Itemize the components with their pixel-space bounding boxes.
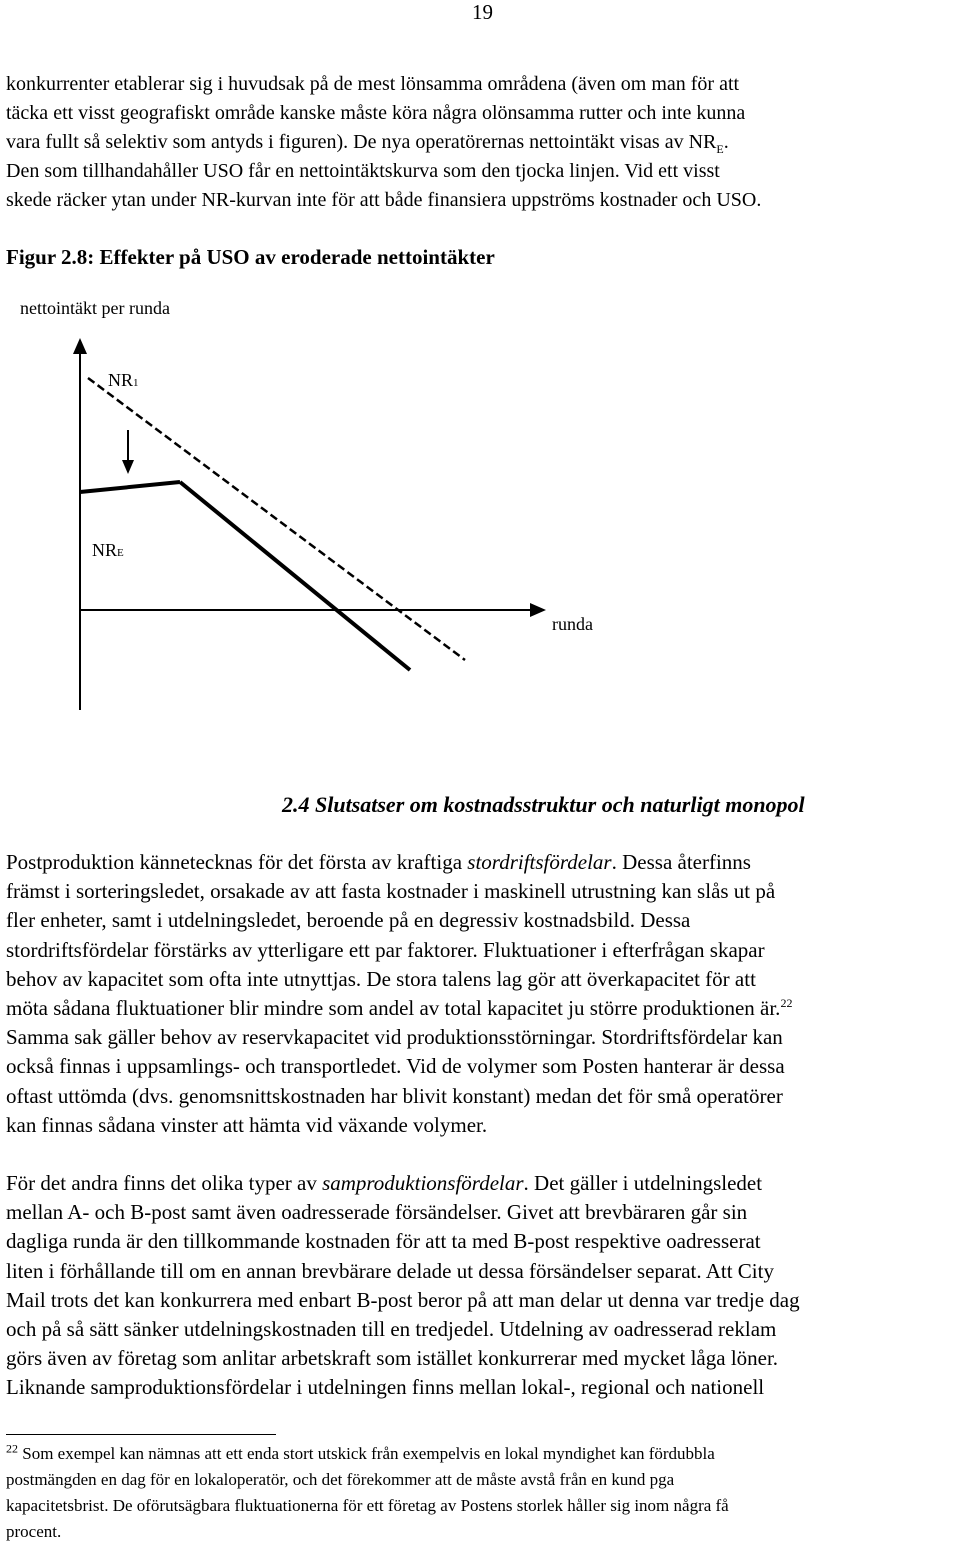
paragraph-line: oftast uttömda (dvs. genomsnittskostnaden har blivit konstant) medan det för små operatörer	[6, 1083, 783, 1108]
uso-curve-thick	[180, 482, 410, 670]
nre-label: NRE	[92, 540, 124, 560]
paragraph-samproduktion	[6, 1169, 956, 1403]
nr1-label: NR1	[108, 370, 139, 390]
paragraph-line: Mail trots det kan konkurrera med enbart B-post beror på att man delar ut denna var tredje dag	[6, 1287, 800, 1312]
footnote-line: $^{22}$ Som exempel kan nämnas att ett enda stort utskick från exempelvis en lokal myndighet kan fördubbla	[6, 1441, 715, 1463]
paragraph-line: främst i sorteringsledet, orsakade av att fasta kostnader i maskinell utrustning kan slås ut på	[6, 879, 776, 904]
figure-caption: Figur 2.8: Effekter på USO av eroderade nettointäkter	[6, 245, 495, 269]
paragraph-line: stordriftsfördelar förstärks av ytterligare ett par faktorer. Fluktuationer i efterfrågan skapar	[6, 937, 765, 962]
y-axis-label: nettointäkt per runda	[20, 298, 170, 318]
down-arrow-icon	[122, 460, 134, 474]
x-axis	[80, 603, 546, 617]
paragraph-line: dagliga runda är den tillkommande kostnaden för att ta med B-post respektive oadresserat	[6, 1229, 761, 1254]
uso-curve-flat	[80, 482, 180, 492]
nr1-curve	[88, 378, 465, 660]
paragraph-line: liten i förhållande till om en annan brevbärare delade ut dessa försändelser separat. Att City	[6, 1258, 774, 1283]
paragraph-line: fler enheter, samt i utdelningsledet, beroende på en degressiv kostnadsbild. Dessa	[6, 908, 691, 933]
footnote-line: procent.	[6, 1522, 62, 1541]
footnote-number: 22	[6, 1441, 18, 1456]
paragraph-line: Samma sak gäller behov av reservkapacitet vid produktionsstörningar. Stordriftsfördelar kan	[6, 1025, 783, 1050]
paragraph-line: mellan A- och B-post samt även oadresserade försändelser. Givet att brevbäraren går sin	[6, 1200, 748, 1225]
paragraph-line: behov av kapacitet som ofta inte utnyttjas. De stora talens lag gör att överkapacitet för att	[6, 966, 756, 991]
paragraph-line: möta sådana fluktuationer blir mindre som andel av total kapacitet ju större produktionen är.$^{22}$	[6, 996, 793, 1021]
paragraph-line: Liknande samproduktionsfördelar i utdelningen finns mellan lokal-, regional och nationell	[6, 1375, 765, 1400]
intro-line: vara fullt så selektiv som antyds i figuren). De nya operatörernas nettointäkt visas av $NR_E$.	[6, 131, 729, 156]
y-axis-arrow-icon	[73, 338, 87, 354]
section-title: 2.4 Slutsatser om kostnadsstruktur och naturligt monopol	[282, 792, 805, 817]
intro-paragraph	[6, 70, 956, 215]
intro-line: täcka ett visst geografiskt område kanske måste köra några olönsamma rutter och inte kunna	[6, 102, 746, 124]
paragraph-line: För det andra finns det olika typer av samproduktionsfördelar. Det gäller i utdelningsledet	[6, 1171, 763, 1195]
x-axis-label: runda	[552, 614, 593, 634]
footnote-line: kapacitetsbrist. De oförutsägbara fluktuationerna för ett företag av Postens storlek håller sig inom några få	[6, 1496, 729, 1515]
paragraph-line: och på så sätt sänker utdelningskostnaden till en tredjedel. Utdelning av oadresserad reklam	[6, 1317, 777, 1342]
intro-line: konkurrenter etablerar sig i huvudsak på de mest lönsamma områdena (även om man för att	[6, 73, 740, 95]
footnote-ref: 22	[780, 996, 793, 1011]
paragraph-line: Postproduktion kännetecknas för det första av kraftiga stordriftsfördelar. Dessa återfinns	[6, 850, 751, 874]
x-axis-arrow-icon	[530, 603, 546, 617]
footnote	[6, 1441, 956, 1545]
figure-diagram	[60, 330, 620, 720]
footnote-divider	[6, 1434, 276, 1435]
intro-line: Den som tillhandahåller USO får en nettointäktskurva som den tjocka linjen. Vid ett visst	[6, 160, 720, 182]
paragraph-line: görs även av företag som anlitar arbetskraft som istället konkurrerar med mycket låga löner.	[6, 1346, 779, 1371]
paragraph-stordrift	[6, 848, 956, 1140]
intro-line: skede räcker ytan under NR-kurvan inte för att både finansiera uppströms kostnader och USO.	[6, 189, 762, 211]
paragraph-line: också finnas i uppsamlings- och transportledet. Vid de volymer som Posten hanterar är dessa	[6, 1054, 785, 1079]
paragraph-line: kan finnas sådana vinster att hämta vid växande volymer.	[6, 1112, 488, 1137]
page-number: 19	[472, 0, 493, 24]
footnote-line: postmängden en dag för en lokaloperatör, och det förekommer att de måste avstå från en kund pga	[6, 1470, 675, 1489]
y-axis	[73, 338, 87, 710]
shift-arrow	[122, 430, 134, 474]
